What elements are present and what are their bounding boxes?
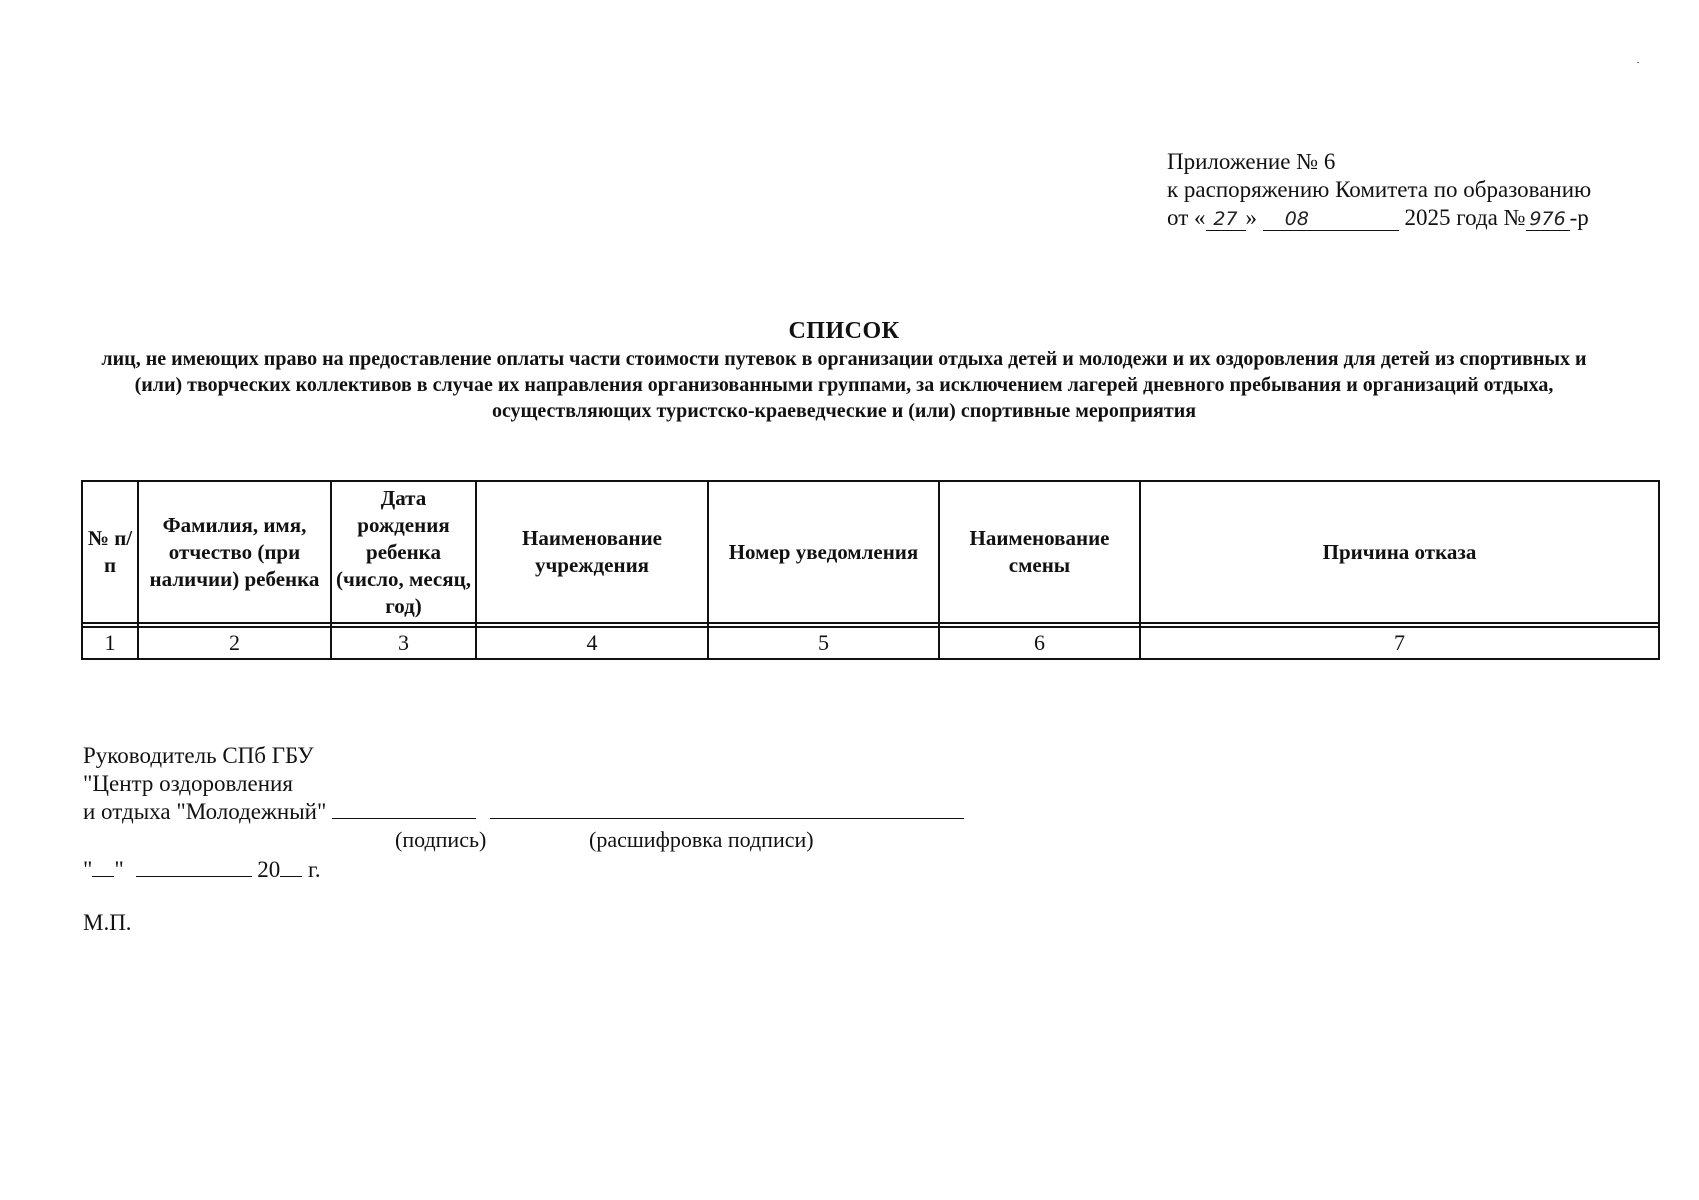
col-header-number: № п/п [82, 481, 138, 623]
signer-line-2: "Центр оздоровления [83, 771, 293, 796]
table-row [82, 627, 1659, 659]
col-number-5: 5 [708, 627, 939, 659]
caption-signature-decode: (расшифровка подписи) [589, 827, 814, 852]
appendix-reference: к распоряжению Комитета по образованию [1167, 177, 1592, 202]
date-line [83, 856, 321, 884]
document-title [84, 316, 1604, 424]
stamp-place: М.П. [83, 910, 132, 935]
signature-blank [332, 800, 476, 819]
col-header-reason: Причина отказа [1140, 481, 1659, 623]
col-number-3: 3 [331, 627, 476, 659]
date-suffix: г. [308, 857, 321, 882]
table-header-row [82, 481, 1659, 623]
signature-decode-blank [490, 800, 964, 819]
date-day-close: » [1245, 205, 1257, 230]
title-main: СПИСОК [788, 318, 900, 344]
signer-line-3 [83, 798, 964, 826]
date-quote-close: " [114, 857, 124, 882]
col-header-shift: Наименование смены [939, 481, 1140, 623]
signer-org-name: и отдыха "Молодежный" [83, 799, 327, 824]
year-text: 2025 года № [1404, 205, 1526, 230]
caption-signature: (подпись) [395, 827, 487, 852]
col-number-2: 2 [138, 627, 331, 659]
signature-block [83, 742, 964, 935]
handwritten-month: 08 [1263, 208, 1399, 231]
col-header-full-name: Фамилия, имя, отчество (при наличии) ребенка [138, 481, 331, 623]
signer-line-1: Руководитель СПб ГБУ [83, 743, 314, 768]
col-number-1: 1 [82, 627, 138, 659]
date-year-prefix: 20 [257, 857, 281, 882]
order-suffix: -р [1569, 205, 1589, 230]
col-header-notice-number: Номер уведомления [708, 481, 939, 623]
year-blank [280, 858, 302, 877]
appendix-date-line [1167, 204, 1591, 232]
handwritten-day: 27 [1206, 208, 1246, 231]
day-blank [92, 858, 114, 877]
col-number-4: 4 [476, 627, 708, 659]
refusal-table [81, 480, 1660, 660]
col-number-6: 6 [939, 627, 1140, 659]
handwritten-order-number: 976 [1526, 208, 1570, 231]
date-prefix: от « [1167, 205, 1206, 230]
title-subtitle: лиц, не имеющих право на предоставление оплаты части стоимости путевок в организации отдыха детей и молодежи и их оздоровления для детей из спортивных и (или) творческих коллективов в случае их направления организованными группами, за исключением лагерей дневного пребывания и организаций отдыха, осуществляющих туристско-краеведческие и (или) спортивные мероприятия [101, 348, 1587, 422]
col-header-birth-date: Дата рождения ребенка (число, месяц, год) [331, 481, 476, 623]
month-blank [136, 858, 252, 877]
appendix-number: Приложение № 6 [1167, 149, 1336, 174]
date-quote-open: " [83, 857, 93, 882]
appendix-header [1167, 148, 1591, 232]
scan-dot [1637, 62, 1639, 63]
col-number-7: 7 [1140, 627, 1659, 659]
col-header-institution: Наименование учреждения [476, 481, 708, 623]
